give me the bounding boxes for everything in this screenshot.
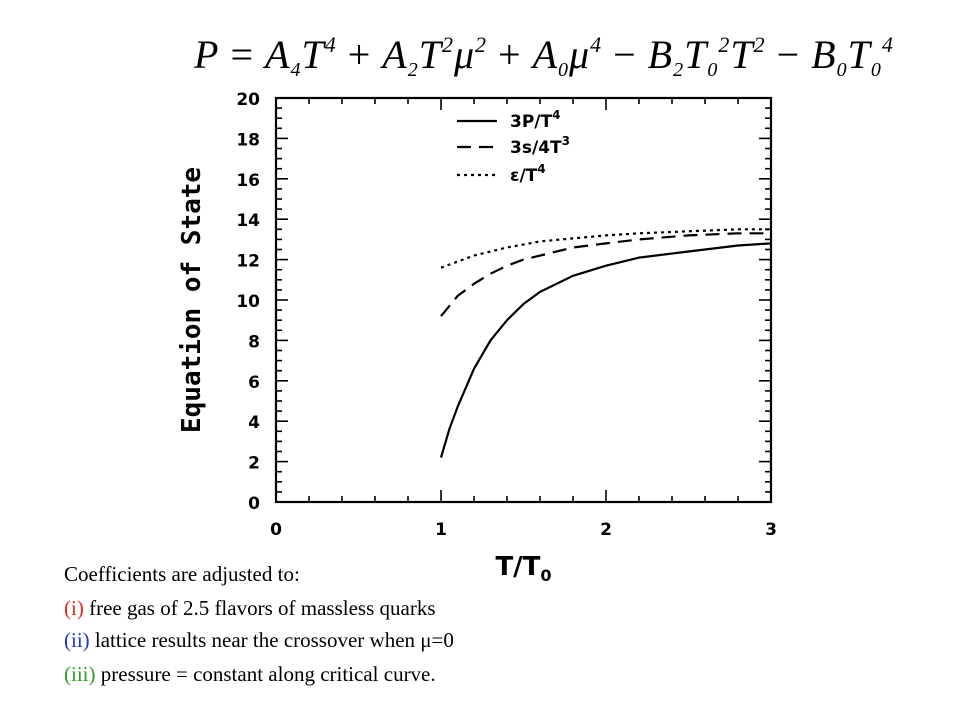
x-tick-label: 1 <box>435 520 447 540</box>
note-tag-2: (ii) <box>64 628 90 652</box>
x-tick-label: 3 <box>765 520 777 540</box>
y-tick-label: 8 <box>248 332 260 353</box>
plot-frame <box>276 98 771 502</box>
note-item-3 <box>64 662 436 687</box>
y-tick-label: 12 <box>236 251 260 272</box>
note-text-3: pressure = constant along critical curve. <box>95 662 436 686</box>
y-tick-label: 6 <box>248 372 260 393</box>
y-tick-label: 20 <box>236 90 260 110</box>
legend <box>457 108 570 186</box>
legend-label-1: $3P/T^4$ <box>510 108 561 132</box>
y-tick-label: 10 <box>236 292 260 312</box>
notes-intro: Coefficients are adjusted to: <box>64 562 300 586</box>
legend-label-2: $3s/4T^3$ <box>510 134 570 158</box>
series-layer <box>441 229 771 457</box>
axes <box>177 90 777 585</box>
legend-label-3: $\varepsilon/T^4$ <box>510 162 546 186</box>
series-line-1 <box>441 243 771 457</box>
x-tick-label: 2 <box>600 520 612 540</box>
note-text-1: free gas of 2.5 flavors of massless quarks <box>83 596 436 620</box>
note-tag-3: (iii) <box>64 662 96 686</box>
x-axis-label: $T/T_0$ <box>495 552 552 585</box>
svg-text:P = A4T4 +: P = $A_4T^4$ + $A_2T^2\mu^2$ + $A_0\mu^4$ − $B_2T_0^2T^2$ − $B_0T_0^4$ <box>194 32 894 81</box>
y-tick-label: 16 <box>236 170 260 191</box>
y-tick-label: 2 <box>248 453 260 474</box>
y-tick-label: 14 <box>236 211 260 232</box>
y-tick-label: 0 <box>248 494 260 514</box>
y-tick-label: 4 <box>248 413 260 434</box>
x-tick-label: 0 <box>270 520 282 540</box>
series-line-2 <box>441 233 771 316</box>
note-tag-1: (i) <box>64 596 84 620</box>
note-item-1 <box>64 596 436 621</box>
note-text-2: lattice results near the crossover when μ=0 <box>89 628 454 652</box>
y-axis-label: Equation of State <box>177 166 207 434</box>
note-item-2 <box>64 628 454 653</box>
y-tick-label: 18 <box>236 130 260 151</box>
